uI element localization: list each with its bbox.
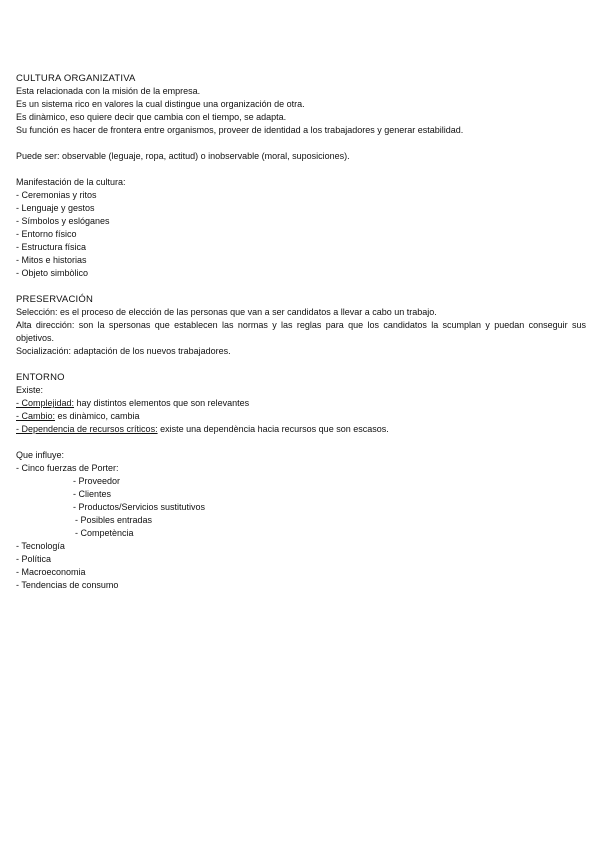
section-title-cultura: CULTURA ORGANIZATIVA xyxy=(16,73,136,84)
paragraph-line: Esta relacionada con la misión de la empresa. xyxy=(16,86,201,96)
entorno-item xyxy=(16,423,586,436)
porter-subitem: - Clientes xyxy=(73,489,112,499)
alta-direccion-paragraph: Alta dirección: son la spersonas que establecen las normas y las reglas para que los candidatos la scumplan y puedan conseguir sus objetivos. xyxy=(16,320,586,343)
spacer xyxy=(16,163,586,176)
porter-subitem: - Competència xyxy=(75,528,134,538)
entorno-desc: hay distintos elementos que son relevantes xyxy=(74,398,250,408)
porter-subitem: - Productos/Servicios sustitutivos xyxy=(73,502,206,512)
list-item: - Macroeconomia xyxy=(16,567,86,577)
list-item: - Lenguaje y gestos xyxy=(16,203,95,213)
list-item: - Entorno físico xyxy=(16,229,77,239)
paragraph-line: Es un sistema rico en valores la cual distingue una organización de otra. xyxy=(16,99,305,109)
list-item: - Política xyxy=(16,554,52,564)
list-item: - Objeto simbòlico xyxy=(16,268,89,278)
section-title-entorno: ENTORNO xyxy=(16,372,65,383)
list-item: - Ceremonias y ritos xyxy=(16,190,97,200)
entorno-term: - Complejidad: xyxy=(16,398,75,408)
list-item: - Tecnología xyxy=(16,541,65,551)
paragraph-line: Es dinàmico, eso quiere decir que cambia con el tiempo, se adapta. xyxy=(16,112,287,122)
document-page xyxy=(16,72,586,592)
entorno-desc: es dinàmico, cambia xyxy=(55,411,140,421)
list-item: - Estructura física xyxy=(16,242,87,252)
paragraph-line: Su función es hacer de frontera entre organismos, proveer de identidad a los trabajadores y generar estabilidad. xyxy=(16,125,464,135)
spacer xyxy=(16,436,586,449)
manifestacion-title: Manifestación de la cultura: xyxy=(16,177,126,187)
porter-item: - Cinco fuerzas de Porter: xyxy=(16,463,119,473)
spacer xyxy=(16,280,586,293)
list-item: - Símbolos y eslóganes xyxy=(16,216,110,226)
entorno-term: - Cambio: xyxy=(16,411,56,421)
puede-ser-line: Puede ser: observable (leguaje, ropa, actitud) o inobservable (moral, suposiciones). xyxy=(16,151,350,161)
socializacion-line: Socialización: adaptación de los nuevos trabajadores. xyxy=(16,346,231,356)
seleccion-line: Selección: es el proceso de elección de las personas que van a ser candidatos a llevar a cabo un trabajo. xyxy=(16,307,437,317)
entorno-desc: existe una dependència hacia recursos que son escasos. xyxy=(157,424,389,434)
section-title-preservacion: PRESERVACIÓN xyxy=(16,294,94,305)
porter-subitem: - Posibles entradas xyxy=(75,515,153,525)
spacer xyxy=(16,137,586,150)
list-item: - Tendencias de consumo xyxy=(16,580,119,590)
entorno-item xyxy=(16,397,586,410)
list-item: - Mitos e historias xyxy=(16,255,87,265)
porter-subitem: - Proveedor xyxy=(73,476,121,486)
spacer xyxy=(16,358,586,371)
que-influye-label: Que influye: xyxy=(16,450,65,460)
entorno-term: - Dependencia de recursos críticos: xyxy=(16,424,158,434)
existe-label: Existe: xyxy=(16,385,44,395)
entorno-item xyxy=(16,410,586,423)
